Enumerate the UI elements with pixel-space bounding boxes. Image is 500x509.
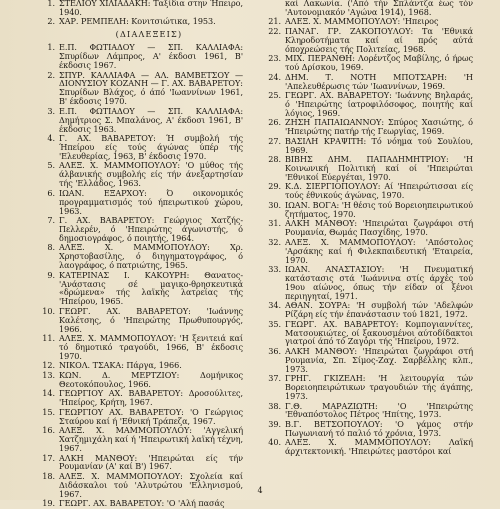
entry-number: 8. bbox=[47, 242, 55, 253]
entry-text: ΓΕΩΡΓ. ΑΧ. ΒΑΒΑΡΕΤΟΥ: Κομπογιαννίτες, Ματσουκιώτες, οί ξακουσμένοι αύτοδίδακτοι γιατροί άπό τό Ζαγόρι τής 'Ηπείρου, 1972. bbox=[285, 318, 473, 347]
list-item bbox=[37, 216, 243, 243]
section-heading-lectures: (ΔΙΑΛΕΞΕΙΣ) bbox=[115, 29, 183, 40]
entry-text: Β.Γ. ΒΕΤΣΟΠΟΥΛΟΥ: 'Ο γάμος στήν Πωγωνιανή τό παλιό τό χρόνια, 1973. bbox=[285, 418, 473, 438]
entry-text: ΑΛΕΞ. Χ. ΜΑΜΜΟΠΟΥΛΟΥ: Λαϊκή άρχιτεκτονική. 'Ηπειρώτες μαστόροι καί bbox=[285, 437, 473, 457]
entry-number: 29. bbox=[268, 181, 281, 192]
entry-number: 9. bbox=[47, 269, 55, 280]
entry-number: 22. bbox=[268, 25, 281, 36]
list-item bbox=[263, 238, 473, 265]
list-item bbox=[37, 426, 243, 453]
list-item bbox=[263, 54, 473, 72]
right-column bbox=[263, 0, 473, 457]
list-item bbox=[263, 91, 473, 118]
list-item bbox=[263, 118, 473, 136]
list-item bbox=[37, 408, 243, 426]
entry-number: 37. bbox=[268, 373, 281, 384]
list-item bbox=[37, 307, 243, 334]
entry-text: ΚΑΤΕΡΙΝΑΣ Ι. ΚΑΚΟΥΡΗ: Θανατος-'Ανάστασις σέ μαγικο-θρησκευτικά «δρώμενα» τής λαϊκής λατρείας τής 'Ηπείρου, 1965. bbox=[59, 269, 243, 307]
list-item bbox=[263, 182, 473, 200]
entry-number: 5. bbox=[47, 160, 55, 171]
entry-text: ΑΛΕΞ. Χ. ΜΑΜΜΟΠΟΥΛΟΥ: 'Απόστολος 'Αρσάκης καί ή Φιλεκπαιδευτική 'Εταιρεία, 1970. bbox=[285, 236, 473, 265]
list-item bbox=[263, 17, 473, 26]
entry-text: ΑΛΕΞ. Χ. ΜΑΜΜΟΠΟΥΛΟΥ: Χρ. Χρηστοβασίλης, ό διηγηματογράφος, ό λαογράφος, ό πατριώτης, 1965. bbox=[59, 242, 243, 271]
entry-text: ΑΛΚΗ ΜΑΝΘΟΥ: 'Ηπειρώται ζωγράφοι στή Ρουμανία, Σπ. Σίμος-Ζαχ. Σαρβέλλης κλπ., 1973. bbox=[285, 345, 473, 374]
entry-number: 28. bbox=[268, 154, 281, 165]
entry-number: 23. bbox=[268, 53, 281, 64]
list-item bbox=[37, 43, 243, 70]
entry-number: 27. bbox=[268, 135, 281, 146]
entry-text: Γ. ΑΧ. ΒΑΒΑΡΕΤΟΥ: Ή συμβολή τής Ήπείρου είς τούς άγώνας ύπέρ τής 'Ελευθερίας, 1963, Β' έκδοσις 1970. bbox=[59, 133, 243, 161]
left-top-entries bbox=[37, 0, 243, 26]
entry-number: 2. bbox=[47, 69, 55, 80]
entry-number: 21. bbox=[268, 16, 281, 27]
list-item bbox=[37, 0, 243, 17]
entry-number: 26. bbox=[268, 117, 281, 128]
continuation-text: καί Λακωνία. ('Από τήν Σπλάντζα έως τόν 'Αυτονομιακόν 'Αγώνα 1914), 1968. bbox=[285, 0, 473, 17]
entry-text: ΚΩΝ. Δ. ΜΕΡΤΖΙΟΥ: Δομήνικος Θεοτοκόπουλος, 1966. bbox=[59, 369, 243, 389]
list-item bbox=[37, 334, 243, 361]
entry-number: 34. bbox=[268, 300, 281, 311]
entry-text: Γ.Θ. ΜΑΡΑΖΙΩΤΗ: 'Ο 'Ηπειρώτης 'Εθναπόστολος Πέτρος 'Ηπίτης, 1973. bbox=[285, 400, 473, 420]
entry-number: 6. bbox=[47, 187, 55, 198]
list-item bbox=[37, 107, 243, 134]
list-item bbox=[37, 271, 243, 307]
entry-text: ΣΠΥΡ. ΚΑΛΛΙΑΦΑ — ΑΛ. ΒΑΜΒΕΤΣΟΥ — ΔΙΟΝΥΣΙΟΥ ΚΟΖΑΝΗ — Γ. ΑΧ. ΒΑΒΑΡΕΤΟΥ: Σπυρίδων Βλάχος, ό άπό 'Ιωαννίνων 1961, Β' έκδοσις 1970. bbox=[59, 69, 243, 107]
entry-text: Κ.Δ. ΣΙΕΡΓΙΟΠΟΥΛΟΥ: Αί 'Ηπειρώτισσαι είς τούς έθνικούς άγώνας, 1970. bbox=[285, 181, 473, 201]
entry-number: 33. bbox=[268, 264, 281, 274]
list-item bbox=[37, 134, 243, 161]
entry-text: ΑΛΕΞ. Χ. ΜΑΜΜΟΠΟΥΛΟΥ: Σχολεία καί Διδάσκαλοι τού 'Αλυτρώτου 'Ελληνισμού, 1967. bbox=[59, 470, 243, 499]
entry-text: ΙΩΑΝ. ΕΞΑΡΧΟΥ: Ό οικονομικός προγραμματισμός τού ήπειρωτικού χώρου, 1963. bbox=[59, 187, 243, 216]
entry-text: ΑΘΑΝ. ΣΟΥΡΑ: 'Η συμβολή τών 'Αδελφών Ρίζάρη είς τήν έπανάστασιν τού 1821, 1972. bbox=[285, 300, 473, 320]
entry-number: 25. bbox=[268, 90, 281, 101]
list-item bbox=[37, 499, 243, 508]
entry-text: ΑΛΚΗ ΜΑΝΘΟΥ: 'Ηπειρώται ζωγράφοι στή Ρουμανία, Θωμάς Πασχίδης, 1970. bbox=[285, 218, 473, 238]
list-item bbox=[263, 420, 473, 438]
entry-number: 30. bbox=[268, 199, 281, 210]
entry-text: ΑΛΚΗ ΜΑΝΘΟΥ: 'Ηπειρώται είς τήν Ρουμανίαν (Α' καί Β') 1967. bbox=[59, 452, 243, 472]
entry-text: ΙΩΑΝ. ΑΝΑΣΤΑΣΙΟΥ: 'Η Πνευματική κατάστασις στά 'Ιωάννινα στίς άρχές τού 19ου αίώνος, όπως τήν είδαν οί ξένοι περιηγηταί, 1971. bbox=[285, 264, 473, 301]
entry-number: 36. bbox=[268, 345, 281, 356]
entry-text: ΓΕΩΡΓ. ΑΧ. ΒΑΒΑΡΕΤΟΥ: 'Ιωάννης Βηλαράς, ό 'Ηπειρώτης ίατροφιλόσοφος, ποιητής καί λόγιος, 1969. bbox=[285, 90, 473, 118]
list-item bbox=[37, 472, 243, 499]
entry-text: ΑΛΕΞ. Χ. ΜΑΜΜΟΠΟΥΛΟΥ: 'Αγγελική Χατζημιχάλη καί ή 'Ηπειρωτική λαϊκή τέχνη, 1967. bbox=[59, 425, 243, 453]
entry-text: Γ. ΑΧ. ΒΑΒΑΡΕΤΟΥ: Γεώργιος Χατζής-Πελλερέν, ό 'Ηπειρώτης άγωνιστής, ό δημοσιογράφος, ό ποιητής, 1964. bbox=[59, 215, 243, 243]
list-item bbox=[263, 73, 473, 91]
entry-number: 38. bbox=[268, 400, 281, 411]
entry-text: ΣΤΕΛΙΟΥ ΧΙΛΙΑΔΑΚΗ: Ταξίδια στην Ήπειρο, 1940. bbox=[59, 0, 243, 17]
entry-text: ΖΗΣΗ ΠΑΠΑΙΩΑΝΝΟΥ: Σπύρος Χασιώτης, ό 'Ηπειρώτης πατήρ τής Γεωργίας, 1969. bbox=[285, 117, 473, 137]
list-item bbox=[263, 347, 473, 374]
left-column bbox=[37, 0, 243, 509]
entry-text: ΜΙΧ. ΠΕΡΑΝΘΗ: Λορέντζος Μαβίλης, ό ήρως τού Δρίσκου, 1969. bbox=[285, 53, 473, 73]
entry-text: ΓΕΩΡΓΙΟΥ ΑΧ. ΒΑΒΑΡΕΤΟΥ: Δροσούλιτες, 'Ηπείρος, Κρήτη, 1967. bbox=[59, 388, 243, 408]
list-item bbox=[263, 265, 473, 301]
page-number: 4 bbox=[257, 486, 263, 495]
entry-number: 1. bbox=[47, 42, 55, 53]
entry-text: ΓΕΩΡΓ. ΑΧ. ΒΑΒΑΡΕΤΟΥ: 'Ιωάννης Καλέτσης, ό 'Ηπειρώτης Πρωθυπουργός, 1966. bbox=[59, 305, 243, 334]
list-item bbox=[263, 155, 473, 182]
entry-number: 19. bbox=[42, 498, 55, 509]
list-item bbox=[263, 374, 473, 401]
entry-number: 15. bbox=[42, 406, 55, 417]
entry-number: 40. bbox=[268, 437, 281, 448]
list-item bbox=[37, 389, 243, 407]
list-item bbox=[37, 243, 243, 270]
list-item bbox=[263, 402, 473, 420]
entry-number: 17. bbox=[42, 452, 55, 463]
entry-text: ΝΙΚΟΛ. ΤΣΑΚΑ: Πάργα, 1966. bbox=[59, 360, 182, 371]
entry-number: 13. bbox=[42, 369, 55, 380]
entry-number: 14. bbox=[42, 388, 55, 399]
entry-text: ΙΩΑΝ. ΒΟΓΑ: 'Η θέσις τού Βορειοηπειρωτικού ζητήματος, 1970. bbox=[285, 199, 474, 219]
entry-number: 12. bbox=[42, 360, 55, 371]
entry-text: ΑΛΕΞ. Χ. ΜΑΜΜΟΠΟΥΛΟΥ: 'Ηπειρος bbox=[285, 16, 439, 27]
entry-number: 7. bbox=[47, 215, 55, 225]
entry-number: 11. bbox=[42, 333, 55, 344]
entry-text: ΓΕΩΡΓ. ΑΧ. ΒΑΒΑΡΕΤΟΥ: 'Ο 'Αλή πασάς bbox=[59, 498, 225, 509]
entry-number: 3. bbox=[47, 105, 55, 116]
list-item bbox=[37, 17, 243, 26]
list-item bbox=[37, 71, 243, 107]
entry-text: Ε.Π. ΦΩΤΙΑΔΟΥ — ΣΠ. ΚΑΛΛΙΑΦΑ: Σπυρίδων Λάμπρος, Α' έκδοσι 1961, Β' έκδοσις 1967. bbox=[59, 42, 243, 71]
list-item bbox=[37, 189, 243, 216]
list-item bbox=[263, 438, 473, 456]
entry-text: ΑΛΕΞ. Χ. ΜΑΜΜΟΠΟΥΛΟΥ: 'Η ξενιτειά καί τό δημοτικό τραγούδι, 1966, Β' έκδοσις 1970. bbox=[59, 333, 243, 361]
entry-number: 18. bbox=[42, 470, 55, 481]
entry-text: ΔΗΜ. Τ. ΝΟΤΗ ΜΠΟΤΣΑΡΗ: 'Η 'Απελευθέρωσις τών 'Ιωαννίνων, 1969. bbox=[285, 71, 473, 91]
entry-number: 24. bbox=[268, 71, 281, 82]
entry-text: ΓΕΩΡΓΙΟΥ ΑΧ. ΒΑΒΑΡΕΤΟΥ: 'Ο Γεώργιος Σταύρου καί ή 'Εθνική Τράπεζα, 1967. bbox=[59, 406, 243, 426]
list-item bbox=[263, 320, 473, 347]
entry-text: ΠΑΝΑΓ. ΓΡ. ΖΑΚΟΠΟΥΛΟΥ: Τα 'Εθνικά Κληροδοτήματα καί αί πρός αύτά όποχρεώσεις τής Πολιτείας, 1968. bbox=[285, 25, 473, 54]
entry-number: 4. bbox=[47, 133, 55, 144]
entry-text: ΧΑΡ. ΡΕΜΠΕΛΗ: Κονιτσιώτικα, 1953. bbox=[59, 16, 216, 27]
entry-number: 10. bbox=[42, 305, 55, 316]
list-item bbox=[263, 201, 473, 219]
list-item bbox=[263, 27, 473, 54]
list-item bbox=[37, 161, 243, 188]
list-item bbox=[263, 137, 473, 155]
entry-number: 1. bbox=[47, 0, 55, 8]
entry-text: ΓΡΗΓ. ΓΚΙΖΕΛΗ: 'Η λειτουργία τών Βορειοηπειρώτικων τραγουδιών τής άγάπης, 1973. bbox=[285, 373, 473, 402]
lecture-entries-list bbox=[37, 43, 243, 508]
list-item bbox=[263, 301, 473, 319]
right-entries-list bbox=[263, 17, 473, 456]
entry-number: 2. bbox=[47, 16, 55, 27]
list-item bbox=[37, 454, 243, 472]
entry-number: 32. bbox=[268, 236, 281, 247]
entry-text: ΒΙΒΗΣ ΔΗΜ. ΠΑΠΑΔΗΜΗΤΡΙΟΥ: 'Η Κοινωνική Πολιτική καί οί 'Ηπειρώται 'Εθνικοί Εύεργέται, 1970. bbox=[285, 154, 473, 182]
entry-number: 16. bbox=[42, 425, 55, 436]
entry-text: ΑΛΕΞ. Χ. ΜΑΜΜΟΠΟΥΛΟΥ: 'Ο μύθος τής άλβανικής συμβολής είς τήν άνεξαρτησίαν τής 'Ελλάδος, 1963. bbox=[59, 160, 243, 189]
list-item bbox=[37, 371, 243, 389]
entry-number: 39. bbox=[268, 418, 281, 429]
entry-text: ΒΑΣΙΛΗ ΚΡΑΨΙΤΗ: Τό νόημα τού Σουλίου, 1969. bbox=[285, 135, 473, 155]
list-item bbox=[263, 219, 473, 237]
entry-number: 31. bbox=[268, 218, 281, 229]
entry-number: 35. bbox=[268, 318, 281, 329]
entry-text: Ε.Π. ΦΩΤΙΑΔΟΥ — ΣΠ. ΚΑΛΛΙΑΦΑ: Δημήτριος Σ. Μπαλάνος, Α' έκδοσι 1961, Β' έκδοσις 1963. bbox=[59, 105, 243, 134]
